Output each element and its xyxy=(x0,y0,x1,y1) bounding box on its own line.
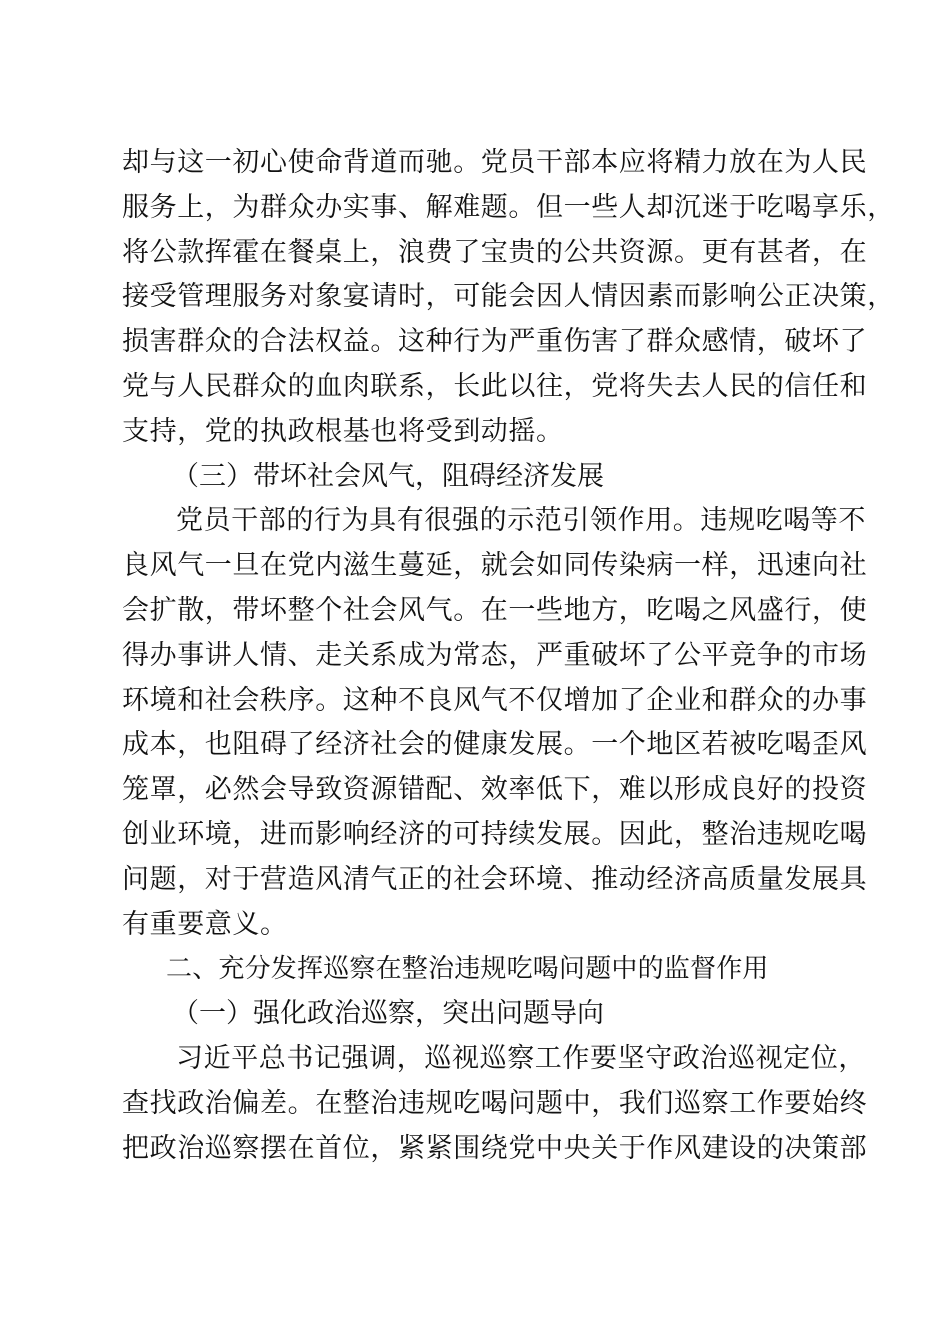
text-line: 得办事讲人情、走关系成为常态，严重破坏了公平竞争的市场 xyxy=(122,639,868,671)
text-line: 服务上，为群众办实事、解难题。但一些人却沉迷于吃喝享乐， xyxy=(122,191,895,223)
text-line: 损害群众的合法权益。这种行为严重伤害了群众感情，破坏了 xyxy=(122,326,868,358)
text-line: 把政治巡察摆在首位，紧紧围绕党中央关于作风建设的决策部 xyxy=(122,1132,868,1164)
text-line: 创业环境，进而影响经济的可持续发展。因此，整治违规吃喝 xyxy=(122,818,868,850)
document-page xyxy=(122,141,895,1171)
subheading-one: （一）强化政治巡察，突出问题导向 xyxy=(172,998,604,1030)
paragraph-2 xyxy=(122,499,868,947)
paragraph-3 xyxy=(122,1037,868,1171)
subheading-three: （三）带坏社会风气，阻碍经济发展 xyxy=(172,460,604,492)
text-line: 笼罩，必然会导致资源错配、效率低下，难以形成良好的投资 xyxy=(122,774,868,806)
text-line: 环境和社会秩序。这种不良风气不仅增加了企业和群众的办事 xyxy=(122,684,868,716)
paragraph-1 xyxy=(122,141,895,455)
text-line: 支持，党的执政根基也将受到动摇。 xyxy=(122,415,564,447)
text-line: 有重要意义。 xyxy=(122,908,288,940)
text-line: 将公款挥霍在餐桌上，浪费了宝贵的公共资源。更有甚者，在 xyxy=(122,236,868,268)
text-line: 接受管理服务对象宴请时，可能会因人情因素而影响公正决策， xyxy=(122,281,895,313)
section-heading-two: 二、充分发挥巡察在整治违规吃喝问题中的监督作用 xyxy=(166,954,769,985)
text-line: 问题，对于营造风清气正的社会环境、推动经济高质量发展具 xyxy=(122,863,868,895)
text-line: 良风气一旦在党内滋生蔓延，就会如同传染病一样，迅速向社 xyxy=(122,550,868,582)
text-line: 习近平总书记强调，巡视巡察工作要坚守政治巡视定位， xyxy=(176,1042,866,1074)
text-line: 党与人民群众的血肉联系，长此以往，党将失去人民的信任和 xyxy=(122,370,868,402)
text-line: 却与这一初心使命背道而驰。党员干部本应将精力放在为人民 xyxy=(122,147,868,178)
text-line: 党员干部的行为具有很强的示范引领作用。违规吃喝等不 xyxy=(176,505,866,537)
text-line: 成本，也阻碍了经济社会的健康发展。一个地区若被吃喝歪风 xyxy=(122,729,868,761)
text-line: 会扩散，带坏整个社会风气。在一些地方，吃喝之风盛行，使 xyxy=(122,594,868,626)
text-line: 查找政治偏差。在整治违规吃喝问题中，我们巡察工作要始终 xyxy=(122,1087,868,1119)
